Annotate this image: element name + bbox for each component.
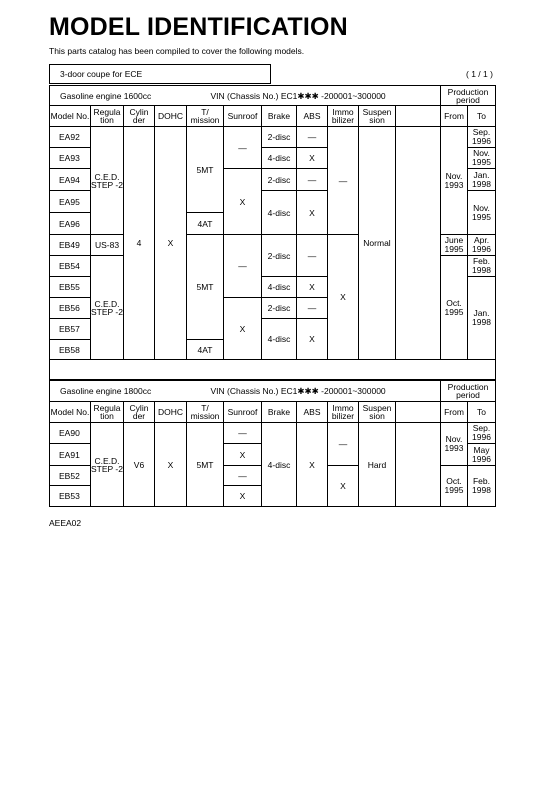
abs-value: — xyxy=(297,169,328,191)
from-value: June 1995 xyxy=(441,235,468,256)
immobilizer-header: Immo bilizer xyxy=(328,402,359,423)
model-table-1600cc xyxy=(49,85,496,380)
to-value: Sep. 1996 xyxy=(468,423,496,444)
dohc-header: DOHC xyxy=(155,106,187,127)
model-no: EB58 xyxy=(50,340,91,360)
suspension-value: Hard xyxy=(359,423,396,507)
brake-value: 2-disc xyxy=(262,298,297,319)
model-no: EA94 xyxy=(50,169,91,191)
to-value: May 1996 xyxy=(468,444,496,466)
suspension-header: Suspen sion xyxy=(359,402,396,423)
regulation-header: Regula tion xyxy=(91,106,124,127)
brake-value: 4-disc xyxy=(262,423,297,507)
abs-value: X xyxy=(297,148,328,169)
sunroof-value: — xyxy=(224,466,262,486)
transmission-value: 5MT xyxy=(187,127,224,213)
model-no: EB53 xyxy=(50,486,91,507)
sunroof-value: X xyxy=(224,298,262,360)
cylinder-header: Cylin der xyxy=(124,402,155,423)
regulation-value: C.E.D. STEP -2 xyxy=(91,256,124,360)
dohc-value: X xyxy=(155,127,187,360)
regulation-value: C.E.D. STEP -2 xyxy=(91,127,124,235)
to-header: To xyxy=(468,402,496,423)
vin-label: VIN (Chassis No.) EC1✱✱✱ -200001~300000 xyxy=(155,86,441,106)
sunroof-value: X xyxy=(224,486,262,507)
sunroof-value: X xyxy=(224,169,262,235)
vehicle-type-box xyxy=(49,64,271,84)
footer-code: AEEA02 xyxy=(49,518,82,528)
suspension-value: Normal xyxy=(359,127,396,360)
brake-value: 2-disc xyxy=(262,127,297,148)
abs-value: X xyxy=(297,277,328,298)
abs-value: — xyxy=(297,298,328,319)
page-indicator: ( 1 / 1 ) xyxy=(466,69,493,79)
model-no: EA91 xyxy=(50,444,91,466)
model-no: EB52 xyxy=(50,466,91,486)
production-period-header: Production period xyxy=(441,86,496,106)
page-subtitle: This parts catalog has been compiled to cover the following models. xyxy=(49,46,305,56)
model-no: EA90 xyxy=(50,423,91,444)
from-value: Nov. 1993 xyxy=(441,423,468,466)
sunroof-value: X xyxy=(224,444,262,466)
section-separator xyxy=(50,360,496,380)
model-no: EB49 xyxy=(50,235,91,256)
vehicle-type: 3-door coupe for ECE xyxy=(60,69,143,79)
to-value: Feb. 1998 xyxy=(468,256,496,277)
to-value: Jan. 1998 xyxy=(468,169,496,191)
transmission-header: T/ mission xyxy=(187,106,224,127)
regulation-value: C.E.D. STEP -2 xyxy=(91,423,124,507)
brake-value: 4-disc xyxy=(262,191,297,235)
model-no: EA93 xyxy=(50,148,91,169)
blank-header xyxy=(396,402,441,423)
blank-cell xyxy=(396,127,441,360)
model-no: EA92 xyxy=(50,127,91,148)
brake-value: 2-disc xyxy=(262,169,297,191)
immobilizer-header: Immo bilizer xyxy=(328,106,359,127)
transmission-value: 4AT xyxy=(187,213,224,235)
abs-value: — xyxy=(297,235,328,277)
from-value: Nov. 1993 xyxy=(441,127,468,235)
immobilizer-value: X xyxy=(328,235,359,360)
model-no: EA96 xyxy=(50,213,91,235)
abs-value: X xyxy=(297,423,328,507)
abs-value: X xyxy=(297,191,328,235)
blank-cell xyxy=(396,423,441,507)
engine-label: Gasoline engine 1800cc xyxy=(50,381,155,402)
model-no: EA95 xyxy=(50,191,91,213)
model-no: EB54 xyxy=(50,256,91,277)
to-header: To xyxy=(468,106,496,127)
transmission-header: T/ mission xyxy=(187,402,224,423)
model-no: EB57 xyxy=(50,319,91,340)
dohc-header: DOHC xyxy=(155,402,187,423)
from-header: From xyxy=(441,402,468,423)
brake-value: 2-disc xyxy=(262,235,297,277)
immobilizer-value: — xyxy=(328,127,359,235)
abs-value: — xyxy=(297,127,328,148)
sunroof-value: — xyxy=(224,423,262,444)
vin-label: VIN (Chassis No.) EC1✱✱✱ -200001~300000 xyxy=(155,381,441,402)
to-value: Jan. 1998 xyxy=(468,277,496,360)
from-value: Oct. 1995 xyxy=(441,466,468,507)
to-value: Sep. 1996 xyxy=(468,127,496,148)
transmission-value: 5MT xyxy=(187,423,224,507)
brake-value: 4-disc xyxy=(262,148,297,169)
brake-value: 4-disc xyxy=(262,277,297,298)
regulation-value: US-83 xyxy=(91,235,124,256)
sunroof-value: — xyxy=(224,235,262,298)
transmission-value: 5MT xyxy=(187,235,224,340)
from-value: Oct. 1995 xyxy=(441,256,468,360)
abs-header: ABS xyxy=(297,402,328,423)
dohc-value: X xyxy=(155,423,187,507)
blank-header xyxy=(396,106,441,127)
sunroof-value: — xyxy=(224,127,262,169)
immobilizer-value: — xyxy=(328,423,359,466)
brake-header: Brake xyxy=(262,402,297,423)
production-period-header: Production period xyxy=(441,381,496,402)
transmission-value: 4AT xyxy=(187,340,224,360)
model-no: EB55 xyxy=(50,277,91,298)
from-header: From xyxy=(441,106,468,127)
to-value: Nov. 1995 xyxy=(468,191,496,235)
suspension-header: Suspen sion xyxy=(359,106,396,127)
to-value: Apr. 1996 xyxy=(468,235,496,256)
cylinder-header: Cylin der xyxy=(124,106,155,127)
abs-header: ABS xyxy=(297,106,328,127)
regulation-header: Regula tion xyxy=(91,402,124,423)
cylinder-value: 4 xyxy=(124,127,155,360)
brake-value: 4-disc xyxy=(262,319,297,360)
page-title: MODEL IDENTIFICATION xyxy=(49,13,348,41)
to-value: Nov. 1995 xyxy=(468,148,496,169)
sunroof-header: Sunroof xyxy=(224,402,262,423)
model-header: Model No. xyxy=(50,402,91,423)
cylinder-value: V6 xyxy=(124,423,155,507)
sunroof-header: Sunroof xyxy=(224,106,262,127)
to-value: Feb. 1998 xyxy=(468,466,496,507)
model-no: EB56 xyxy=(50,298,91,319)
model-table-1800cc xyxy=(49,380,496,507)
immobilizer-value: X xyxy=(328,466,359,507)
engine-label: Gasoline engine 1600cc xyxy=(50,86,155,106)
brake-header: Brake xyxy=(262,106,297,127)
abs-value: X xyxy=(297,319,328,360)
model-header: Model No. xyxy=(50,106,91,127)
